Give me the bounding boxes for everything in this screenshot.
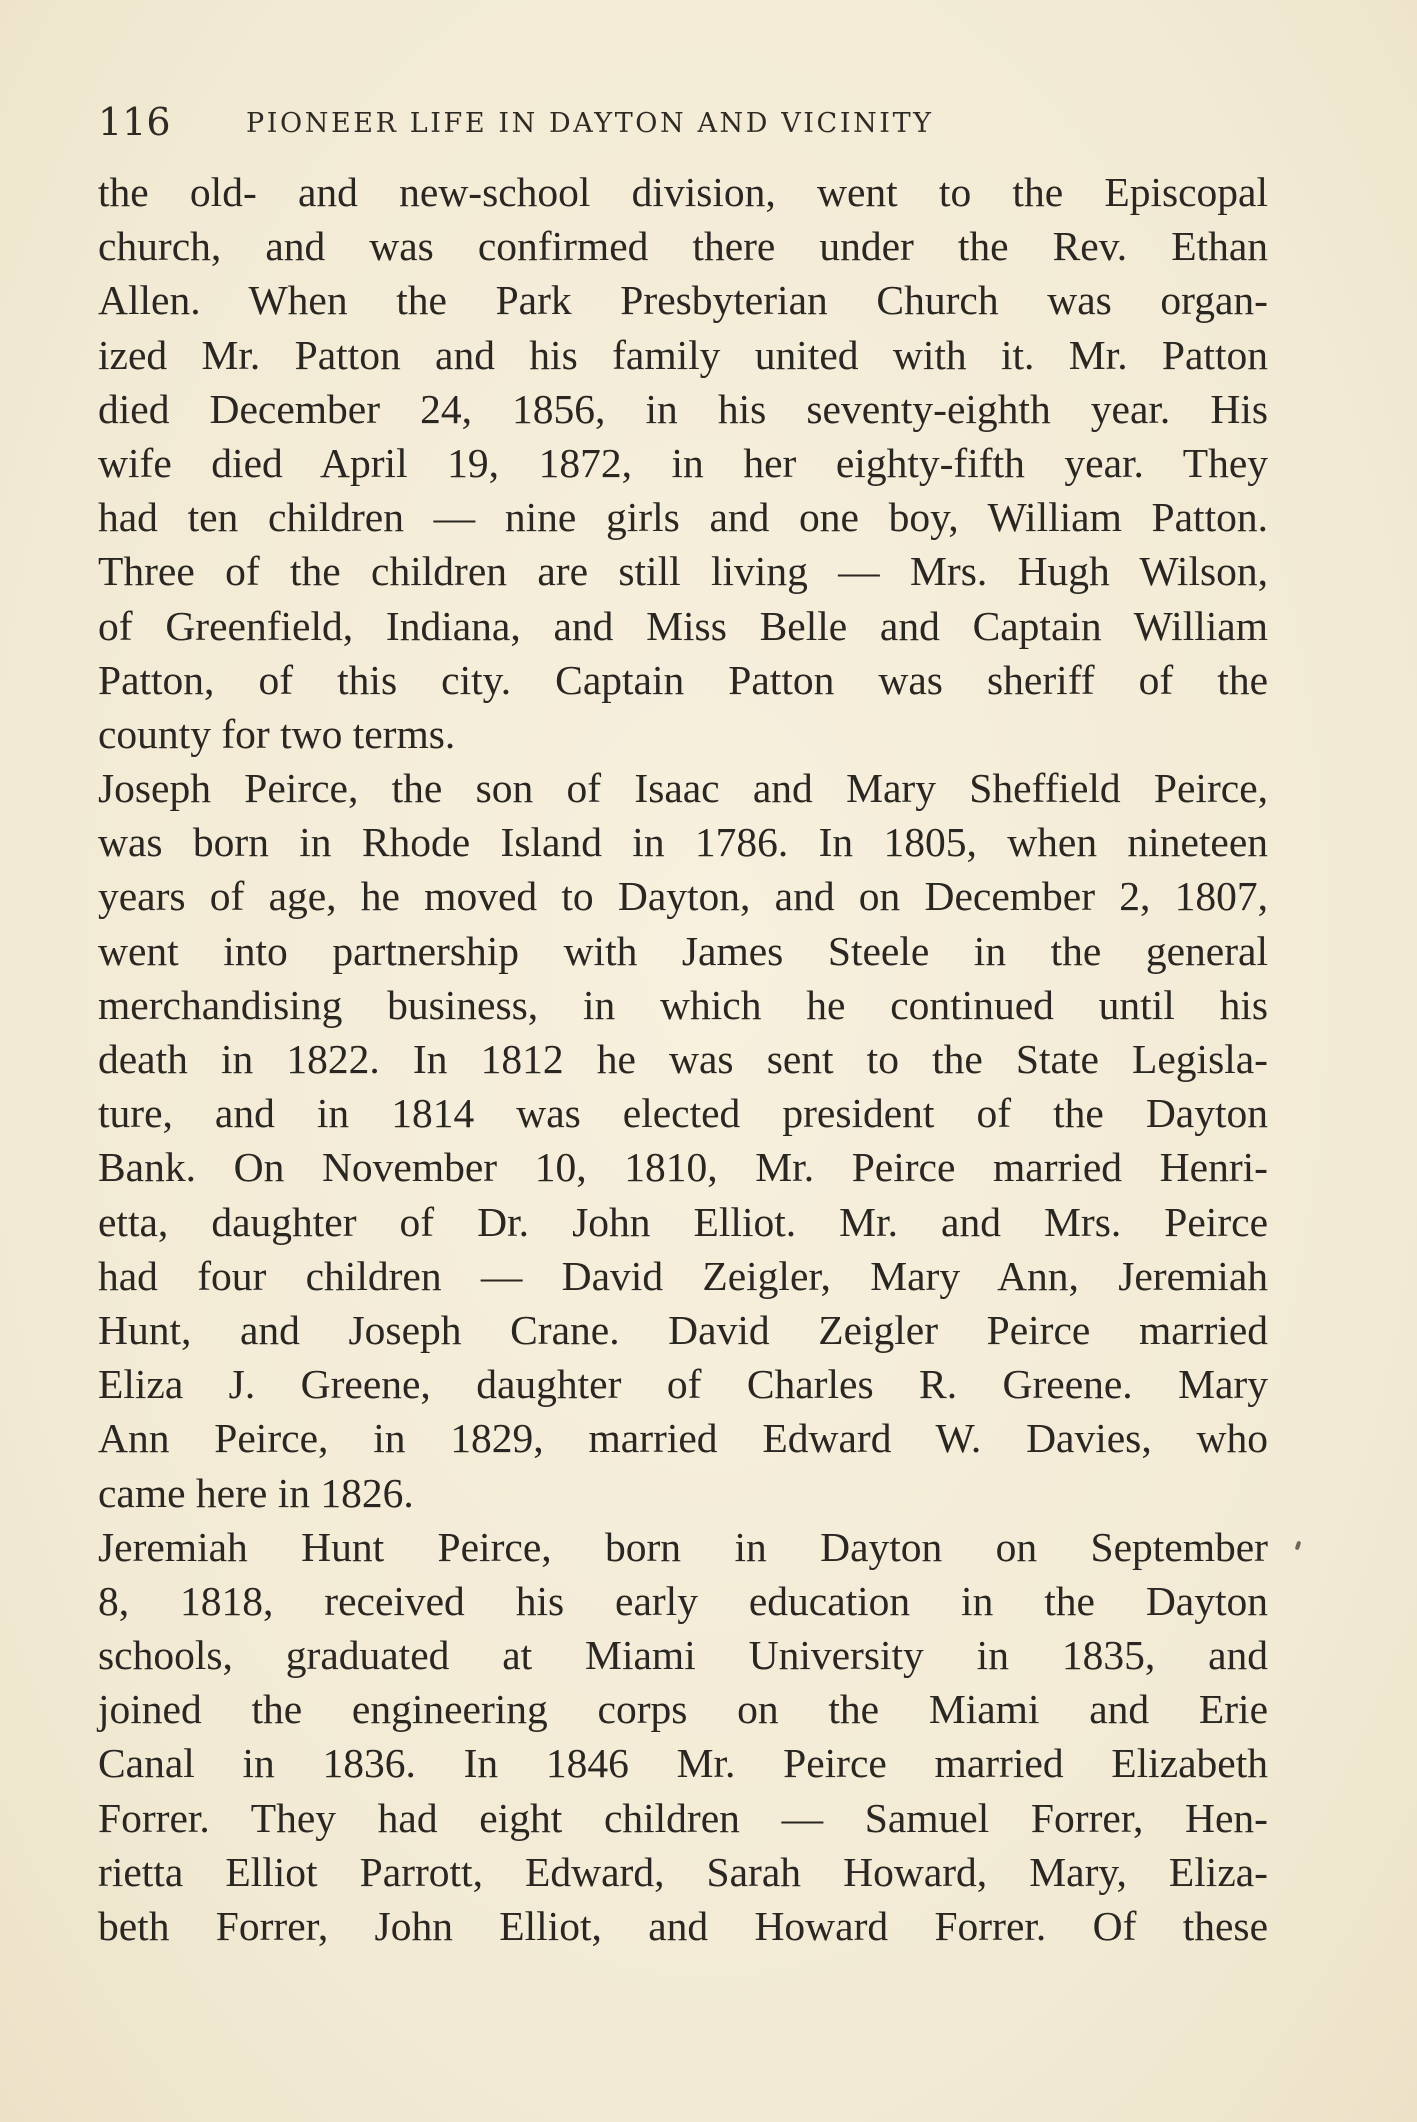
running-title: PIONEER LIFE IN DAYTON AND VICINITY: [246, 108, 934, 139]
paragraph-2: [98, 761, 1268, 1520]
page-number: 116: [98, 100, 171, 144]
page-header: [98, 100, 1268, 144]
text-line: Joseph Peirce, the son of Isaac and Mary Sheffield Peirce,: [98, 765, 1268, 812]
text-line: had four children — David Zeigler, Mary Ann, Jeremiah: [98, 1252, 1268, 1299]
text-line: wife died April 19, 1872, in her eighty-fifth year. They: [98, 439, 1268, 486]
text-line: Forrer. They had eight children — Samuel Forrer, Hen-: [98, 1794, 1268, 1841]
text-line: Patton, of this city. Captain Patton was sheriff of the: [98, 656, 1268, 703]
text-line: church, and was confirmed there under the Rev. Ethan: [98, 223, 1268, 270]
text-line: was born in Rhode Island in 1786. In 1805, when nineteen: [98, 819, 1268, 866]
text-line: rietta Elliot Parrott, Edward, Sarah Howard, Mary, Eliza-: [98, 1848, 1268, 1895]
text-line: ture, and in 1814 was elected president of the Dayton: [98, 1090, 1268, 1137]
text-line: Ann Peirce, in 1829, married Edward W. Davies, who: [98, 1415, 1268, 1462]
text-line: Allen. When the Park Presbyterian Church was organ-: [98, 277, 1268, 324]
ink-speck: [1295, 1541, 1302, 1551]
body-text: [98, 165, 1268, 1953]
text-line: beth Forrer, John Elliot, and Howard Forrer. Of these: [98, 1903, 1268, 1949]
text-line: Hunt, and Joseph Crane. David Zeigler Peirce married: [98, 1306, 1268, 1353]
text-line: of Greenfield, Indiana, and Miss Belle and Captain William: [98, 602, 1268, 649]
text-line: died December 24, 1856, in his seventy-eighth year. His: [98, 385, 1268, 432]
text-line: merchandising business, in which he continued until his: [98, 981, 1268, 1028]
text-line: Canal in 1836. In 1846 Mr. Peirce married Elizabeth: [98, 1740, 1268, 1787]
paragraph-1: [98, 165, 1268, 761]
text-line: joined the engineering corps on the Miami and Erie: [98, 1686, 1268, 1733]
text-line: county for two terms.: [98, 710, 456, 757]
text-line: went into partnership with James Steele in the general: [98, 927, 1268, 974]
text-line: had ten children — nine girls and one boy, William Patton.: [98, 494, 1268, 541]
text-line: the old- and new-school division, went to the Episcopal: [98, 169, 1268, 215]
text-line: Eliza J. Greene, daughter of Charles R. Greene. Mary: [98, 1361, 1268, 1408]
text-line: Bank. On November 10, 1810, Mr. Peirce married Henri-: [98, 1144, 1268, 1191]
text-line: came here in 1826.: [98, 1469, 414, 1516]
text-line: 8, 1818, received his early education in the Dayton: [98, 1577, 1268, 1624]
text-line: Jeremiah Hunt Peirce, born in Dayton on September: [98, 1523, 1268, 1570]
paragraph-3: [98, 1520, 1268, 1954]
text-line: etta, daughter of Dr. John Elliot. Mr. and Mrs. Peirce: [98, 1198, 1268, 1245]
text-line: ized Mr. Patton and his family united with it. Mr. Patton: [98, 331, 1268, 378]
text-line: death in 1822. In 1812 he was sent to the State Legisla-: [98, 1036, 1268, 1082]
text-line: Three of the children are still living — Mrs. Hugh Wilson,: [98, 548, 1268, 595]
text-line: schools, graduated at Miami University in 1835, and: [98, 1632, 1268, 1679]
text-line: years of age, he moved to Dayton, and on December 2, 1807,: [98, 873, 1268, 920]
